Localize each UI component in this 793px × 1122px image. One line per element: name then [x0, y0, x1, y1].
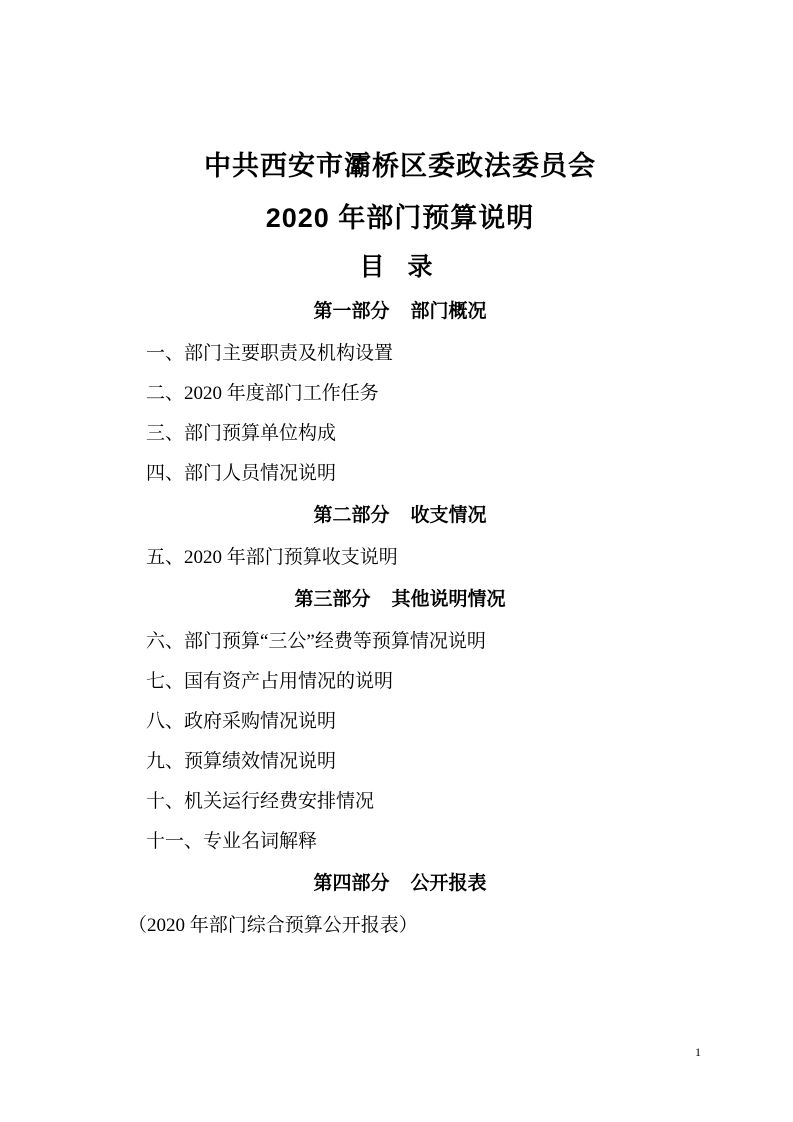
section-heading-part-2: 第二部分 收支情况 — [313, 505, 487, 526]
toc-item[interactable]: 二、2020 年度部门工作任务 — [146, 383, 379, 404]
page-number: 1 — [695, 1045, 701, 1059]
table-of-contents-label: 目 录 — [359, 253, 441, 281]
toc-note: （2020 年部门综合预算公开报表） — [128, 915, 418, 936]
toc-item[interactable]: 九、预算绩效情况说明 — [146, 751, 337, 772]
document-subtitle: 2020 年部门预算说明 — [265, 203, 535, 233]
document-title: 中共西安市灞桥区委政法委员会 — [204, 151, 596, 181]
section-heading-part-3: 第三部分 其他说明情况 — [294, 589, 506, 610]
toc-item[interactable]: 七、国有资产占用情况的说明 — [146, 671, 394, 692]
toc-item[interactable]: 八、政府采购情况说明 — [146, 711, 337, 732]
toc-item[interactable]: 三、部门预算单位构成 — [146, 423, 337, 444]
toc-item[interactable]: 六、部门预算“三公”经费等预算情况说明 — [146, 631, 486, 652]
section-heading-part-4: 第四部分 公开报表 — [313, 873, 487, 894]
toc-item[interactable]: 十一、专业名词解释 — [146, 831, 318, 852]
document-body — [110, 140, 690, 946]
toc-item[interactable]: 十、机关运行经费安排情况 — [146, 791, 375, 812]
section-heading-part-1: 第一部分 部门概况 — [313, 301, 487, 322]
toc-item[interactable]: 五、2020 年部门预算收支说明 — [146, 547, 398, 568]
toc-item[interactable]: 四、部门人员情况说明 — [146, 463, 337, 484]
toc-item[interactable]: 一、部门主要职责及机构设置 — [146, 343, 394, 364]
